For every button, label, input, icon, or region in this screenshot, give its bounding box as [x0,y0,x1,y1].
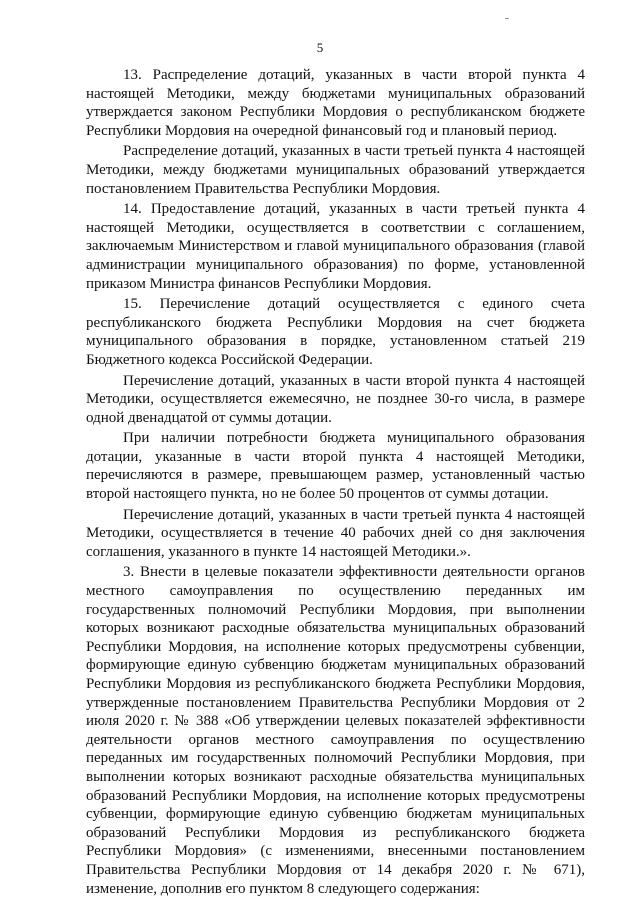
paragraph-13-part-2: Распределение дотаций, указанных в части третьей пункта 4 настоящей Методики, между бюджетами муниципальных образований утверждается постановлением Правительства Республики Мордовия. [86,143,585,197]
scan-mark [505,18,509,19]
paragraph-15-part-2: Перечисление дотаций, указанных в части второй пункта 4 настоящей Методики, осуществляется ежемесячно, не позднее 30-го числа, в размере одной двенадцатой от суммы дотации. [86,372,585,426]
paragraph-14: 14. Предоставление дотаций, указанных в части третьей пункта 4 настоящей Методики, осуществляется в соответствии с соглашением, заключаемым Министерством и главой муниципального образования (главой администрации муниципального образования) по форме, установленной приказом Министра финансов Республики Мордовия. [86,201,585,292]
paragraph-3-amendment: 3. Внести в целевые показатели эффективности деятельности органов местного самоуправления по осуществлению переданных им государственных полномочий Республики Мордовия, при выполнении которых возникают расходные обязательства муниципальных образований Республики Мордовия, на исполнение которых предусмотрены субвенции, формирующие единую субвенцию бюджетам муниципальных образований Республики Мордовия из республиканского бюджета Республики Мордовия, утвержденные постановлением Правительства Республики Мордовия от 2 июля 2020 г. № 388 «Об утверждении целевых показателей эффективности деятельности органов местного самоуправления по осуществлению переданных им государственных полномочий Республики Мордовия, при выполнении которых возникают расходные обязательства муниципальных образований Республики Мордовия, на исполнение которых предусмотрены субвенции, формирующие единую субвенцию бюджетам муниципальных образований Республики Мордовия из республиканского бюджета Республики Мордовия» (с изменениями, внесенными постановлением Правительства Республики Мордовия от 14 декабря 2020 г. № 671), изменение, дополнив его пунктом 8 следующего содержания: [86,564,585,897]
paragraph-15-part-4: Перечисление дотаций, указанных в части третьей пункта 4 настоящей Методики, осуществляется в течение 40 рабочих дней со дня заключения соглашения, указанного в пункте 14 настоящей Методики.». [86,506,585,560]
document-body [86,66,585,900]
paragraph-15: 15. Перечисление дотаций осуществляется с единого счета республиканского бюджета Республики Мордовия на счет бюджета муниципального образования в порядке, установленном статьей 219 Бюджетного кодекса Российской Федерации. [86,296,585,368]
paragraph-15-part-3: При наличии потребности бюджета муниципального образования дотации, указанные в части второй пункта 4 настоящей Методики, перечисляются в размере, превышающем размер, установленный частью второй настоящего пункта, но не более 50 процентов от суммы дотации. [86,430,585,503]
page-number: 5 [316,40,324,55]
paragraph-13: 13. Распределение дотаций, указанных в части второй пункта 4 настоящей Методики, между бюджетами муниципальных образований утверждается законом Республики Мордовия о республиканском бюджете Республики Мордовия на очередной финансовый год и плановый период. [86,67,585,139]
